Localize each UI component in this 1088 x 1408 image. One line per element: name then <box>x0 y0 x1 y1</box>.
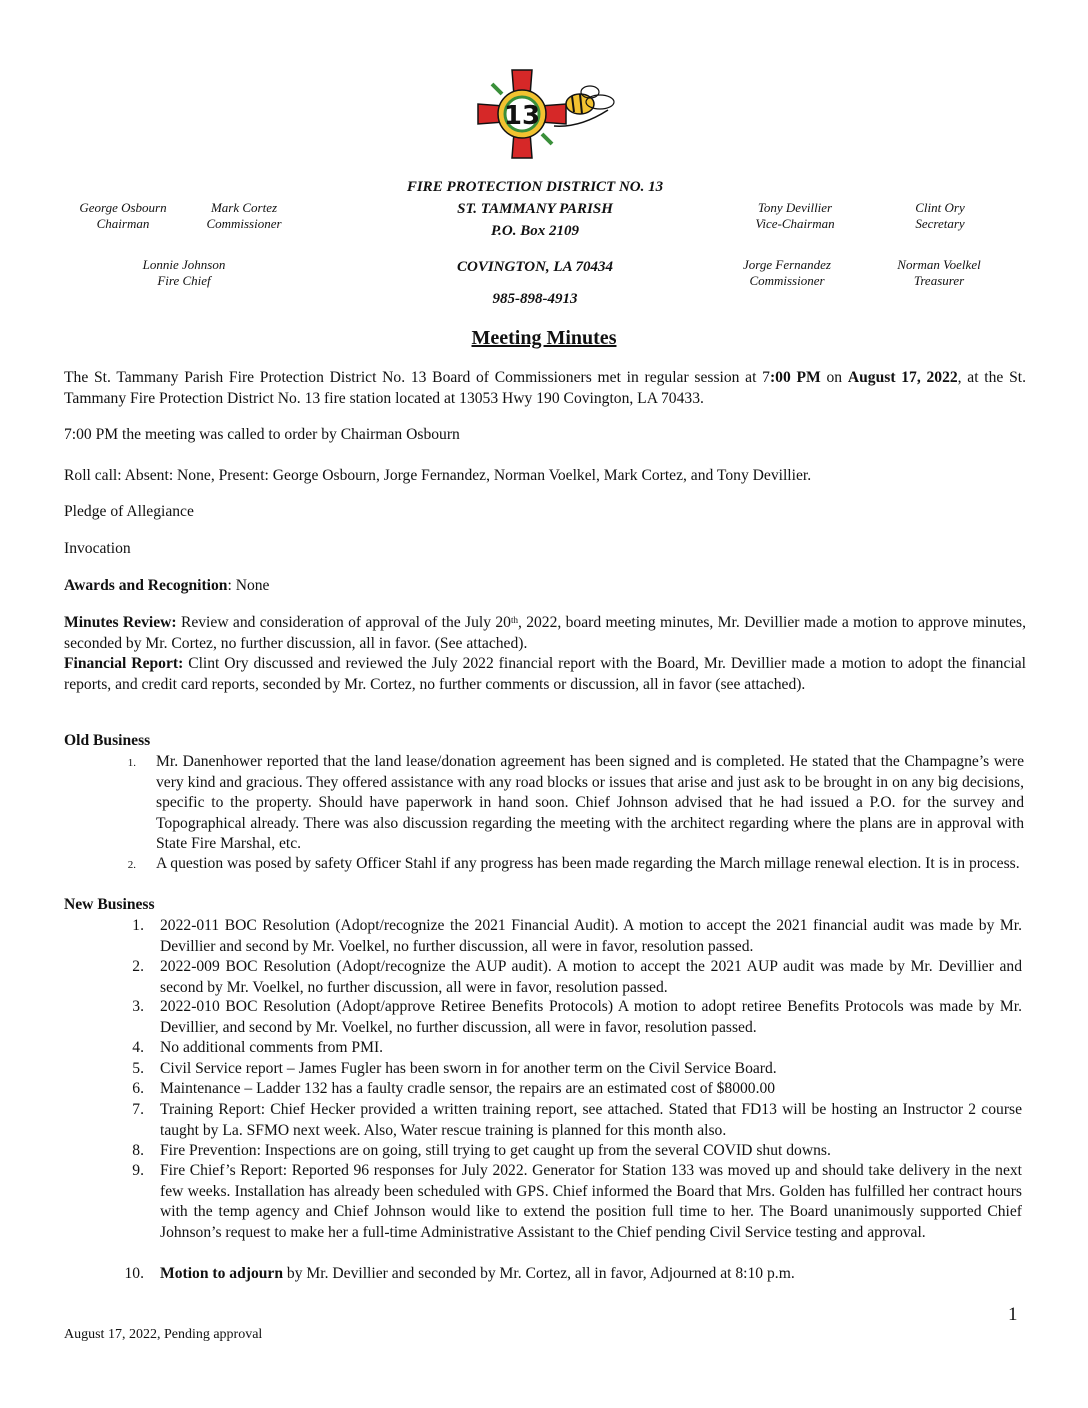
list-text: 2022-010 BOC Resolution (Adopt/approve Retiree Benefits Protocols) A motion to adopt retiree Benefits Protocols was made by Mr. Devillier, and second by Mr. Voelkel, no further discussion, all were in favor, resolution passed. <box>160 998 1022 1036</box>
list-text: Mr. Danenhower reported that the land lease/donation agreement has been signed and is completed. He stated that the Champagne’s were very kind and gracious. They offered assistance with any road blocks or issues that arise and just ask to be brought in on any big decisions, specific to the property. Should have paperwork in hand soon. Chief Johnson advised that he had issued a P.O. for the survey and Topographical already. There was also discussion regarding the meeting with the architect regarding where the plans are in approval with State Fire Marshal, etc. <box>156 753 1024 852</box>
officer-johnson <box>126 257 242 289</box>
officer-fernandez <box>727 257 847 289</box>
list-number: 9. <box>132 1162 144 1179</box>
pledge: Pledge of Allegiance <box>64 503 194 520</box>
intro-paragraph <box>64 368 1026 409</box>
old-business-heading <box>64 731 1026 752</box>
officer-name: George Osbourn <box>79 200 167 215</box>
list-number: 5. <box>132 1060 144 1077</box>
list-number: 6. <box>132 1080 144 1097</box>
list-text: Training Report: Chief Hecker provided a written training report, see attached. Stated that FD13 will be hosting an Instructor 2 course taught by La. SFMO next week. Also, Water rescue training is planned for this month also. <box>160 1101 1022 1139</box>
maltese-cross-icon <box>470 68 620 160</box>
officer-ory <box>890 200 990 232</box>
intro-text: on <box>820 369 848 386</box>
list-number: 3. <box>132 998 144 1015</box>
officer-title: Treasurer <box>913 273 965 288</box>
officer-name: Jorge Fernandez <box>743 257 831 272</box>
city-state-zip: COVINGTON, LA 70434 <box>457 259 613 275</box>
list-number: 2. <box>132 958 144 975</box>
list-number: 10. <box>124 1265 144 1282</box>
list-text: No additional comments from PMI. <box>160 1039 384 1056</box>
intro-text: The St. Tammany Parish Fire Protection District No. 13 Board of Commissioners met in regular session at 7 <box>64 369 770 386</box>
superscript: th <box>510 615 518 625</box>
po-box: P.O. Box 2109 <box>490 223 580 239</box>
financial-report-text: Clint Ory discussed and reviewed the July 2022 financial report with the Board, Mr. Devillier made a motion to adopt the financial reports, and credit card reports, seconded by Mr. Cortez, no further comments or discussion, all in favor (see attached). <box>64 655 1026 693</box>
financial-report <box>64 654 1026 695</box>
list-text: Civil Service report – James Fugler has been sworn in for another term on the Civil Service Board. <box>160 1060 777 1077</box>
list-number: 4. <box>132 1039 144 1056</box>
logo-number: 13 <box>503 101 541 131</box>
minutes-review <box>64 613 1026 654</box>
officer-cortez <box>192 200 296 232</box>
call-to-order: 7:00 PM the meeting was called to order by Chairman Osbourn <box>64 426 460 443</box>
officer-devillier <box>740 200 850 232</box>
footer-status: August 17, 2022, Pending approval <box>64 1327 263 1342</box>
parish-name: ST. TAMMANY PARISH <box>457 201 613 217</box>
roll-call: Roll call: Absent: None, Present: George Osbourn, Jorge Fernandez, Norman Voelkel, Mark Cortez, and Tony Devillier. <box>64 467 812 484</box>
awards-label: Awards and Recognition <box>64 577 228 594</box>
invocation: Invocation <box>64 540 131 557</box>
officer-title: Fire Chief <box>157 273 211 288</box>
phone-number: 985-898-4913 <box>492 291 578 307</box>
officer-name: Lonnie Johnson <box>142 257 226 272</box>
officer-title: Chairman <box>96 216 150 231</box>
officer-name: Norman Voelkel <box>897 257 981 272</box>
officer-title: Commissioner <box>206 216 282 231</box>
intro-time: :00 PM <box>769 369 821 386</box>
district-name: FIRE PROTECTION DISTRICT NO. 13 <box>406 179 664 195</box>
list-text: Fire Chief’s Report: Reported 96 responses for July 2022. Generator for Station 133 was moved up and should take delivery in the next few weeks. Installation has already been scheduled with GPS. Chief informed the Board that Mrs. Golden has fulfilled her contract hours with the temp agency and Chief Johnson would like to extend the position full time to her. The Board unanimously supported Chief Johnson’s request to make her a full-time Administrative Assistant to the Chief pending Civil Service testing and approval. <box>160 1162 1022 1241</box>
intro-date: August 17, 2022 <box>847 369 958 386</box>
officer-title: Vice-Chairman <box>755 216 835 231</box>
section-heading: Old Business <box>64 732 151 749</box>
list-number: 1. <box>127 757 136 769</box>
new-business-heading <box>64 895 1026 916</box>
minutes-review-text: , 2022, board meeting minutes, Mr. Devillier made a motion to approve minutes, seconded by Mr. Cortez, no further discussion, all in favor. (See attached). <box>64 614 1026 652</box>
financial-report-label: Financial Report: <box>64 655 184 672</box>
section-heading: New Business <box>64 896 155 913</box>
officer-title: Secretary <box>915 216 965 231</box>
minutes-review-text: Review and consideration of approval of the July 20 <box>176 614 511 631</box>
officer-name: Tony Devillier <box>757 200 833 215</box>
list-number: 1. <box>132 917 144 934</box>
list-text: Fire Prevention: Inspections are on going, still trying to get caught up from the several COVID shut downs. <box>160 1142 831 1159</box>
adjourn-label: Motion to adjourn <box>160 1265 284 1282</box>
list-text: 2022-011 BOC Resolution (Adopt/recognize the 2021 Financial Audit). A motion to accept the 2021 financial audit was made by Mr. Devillier and second by Mr. Voelkel, no further discussion, all were in favor, resolution passed. <box>160 917 1022 955</box>
list-text <box>160 1264 1022 1285</box>
district-logo <box>470 68 620 160</box>
minutes-review-label: Minutes Review: <box>64 614 177 631</box>
awards-recognition <box>64 576 1026 597</box>
awards-text: : None <box>227 577 270 594</box>
adjourn-text: by Mr. Devillier and seconded by Mr. Cortez, all in favor, Adjourned at 8:10 p.m. <box>283 1265 795 1282</box>
page-title: Meeting Minutes <box>471 327 617 349</box>
officer-voelkel <box>880 257 998 289</box>
officer-name: Clint Ory <box>915 200 965 215</box>
officer-name: Mark Cortez <box>210 200 278 215</box>
list-text: Maintenance – Ladder 132 has a faulty cradle sensor, the repairs are an estimated cost of $8000.00 <box>160 1080 776 1097</box>
page-number: 1 <box>1008 1304 1018 1325</box>
list-text: A question was posed by safety Officer Stahl if any progress has been made regarding the March millage renewal election. It is in process. <box>156 855 1020 872</box>
list-number: 7. <box>132 1101 144 1118</box>
officer-title: Commissioner <box>749 273 825 288</box>
list-number: 2. <box>127 859 136 871</box>
list-number: 8. <box>132 1142 144 1159</box>
officer-osbourn <box>68 200 178 232</box>
intro-text: , at the St. Tammany Fire Protection District No. 13 fire station located at 13053 Hwy 190 Covington, LA 70433. <box>64 369 1026 407</box>
list-text: 2022-009 BOC Resolution (Adopt/recognize the AUP audit). A motion to accept the 2021 AUP audit was made by Mr. Devillier and second by Mr. Voelkel, no further discussion, all were in favor, resolution passed. <box>160 958 1022 996</box>
